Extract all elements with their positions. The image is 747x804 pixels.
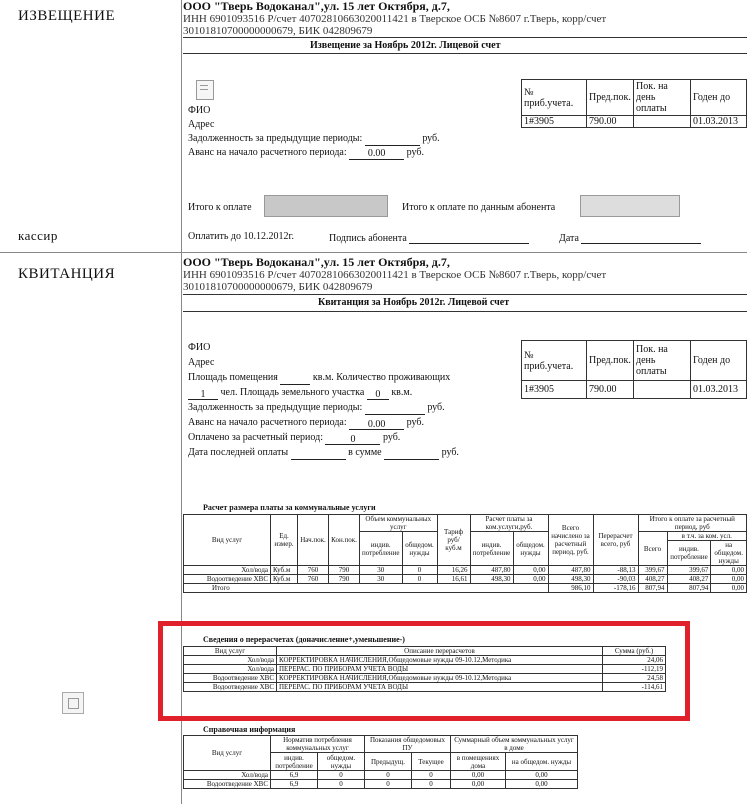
calc-title: Расчет размера платы за коммунальные услуги bbox=[203, 503, 376, 512]
notice-pay-by: Оплатить до 10.12.2012г. bbox=[188, 231, 294, 242]
receipt-area-label: Площадь помещения bbox=[188, 372, 278, 383]
receipt-residents-value: 1 bbox=[188, 387, 218, 400]
notice-date-label: Дата bbox=[559, 233, 579, 244]
table-total-row: Итого 986,10 -178,16 807,94 807,94 0,00 bbox=[184, 584, 747, 593]
notice-inn: ИНН 6901093516 Р/счет 40702810663020011421 в Тверское ОСБ №8607 г.Тверь, корр/счет bbox=[183, 13, 607, 25]
document-icon bbox=[196, 80, 214, 100]
receipt-last-payment-label: Дата последней оплаты bbox=[188, 447, 289, 458]
table-row: Хол/вода ПЕРЕРАС. ПО ПРИБОРАМ УЧЕТА ВОДЫ -112,19 bbox=[184, 665, 666, 674]
notice-debt-field bbox=[365, 133, 420, 146]
receipt-advance-label: Аванс на начало расчетного периода: bbox=[188, 417, 347, 428]
notice-total-box bbox=[264, 195, 388, 217]
notice-label: ИЗВЕЩЕНИЕ bbox=[18, 8, 116, 24]
notice-signature-label: Подпись абонента bbox=[329, 233, 407, 244]
receipt-advance-value: 0.00 bbox=[349, 417, 404, 430]
reference-table: Вид услуг Норматив потребления коммунальных услуг Показания общедомовых ПУ Суммарный объем коммунальных услуг в доме индив. потребление общедом. нужды Предыдущ. Текущее в помещениях дома на общедом. нужды Хол/вода 6,9 0 0 0 0,00 0,00 Водоотведение ХВС 6,9 0 0 0 0,00 0,00 bbox=[183, 735, 578, 789]
receipt-label: КВИТАНЦИЯ bbox=[18, 266, 116, 282]
notice-advance-label: Аванс на начало расчетного периода: bbox=[188, 147, 347, 158]
receipt-debt-label: Задолженность за предыдущие периоды: bbox=[188, 402, 363, 413]
table-row: Водоотведение ХВС 6,9 0 0 0 0,00 0,00 bbox=[184, 780, 578, 789]
notice-address: Адрес bbox=[188, 119, 215, 130]
notice-signature-line bbox=[409, 231, 529, 244]
notice-title: Извещение за Ноябрь 2012г. Лицевой счет bbox=[310, 40, 501, 51]
table-row: Водоотведение ХВС ПЕРЕРАС. ПО ПРИБОРАМ УЧЕТА ВОДЫ -114,61 bbox=[184, 683, 666, 692]
recalc-table: Вид услуг Описание перерасчетов Сумма (руб.) Хол/вода КОРРЕКТИРОВКА НАЧИСЛЕНИЯ,Общедомовые нужды 09-10.12,Методика 24,06 Хол/вода ПЕРЕРАС. ПО ПРИБОРАМ УЧЕТА ВОДЫ -112,19 Водоотведение ХВС КОРРЕКТИРОВКА НАЧИСЛЕНИЯ,Общедомовые нужды 09-10.12,Методика 24,58 Водоотведение ХВС ПЕРЕРАС. ПО ПРИБОРАМ УЧЕТА ВОДЫ -114,61 bbox=[183, 646, 666, 692]
receipt-address: Адрес bbox=[188, 357, 215, 368]
notice-debt-label: Задолженность за предыдущие периоды: bbox=[188, 133, 363, 144]
calc-table: Вид услуг Ед. измер. Нач.пок. Кон.пок. Объем коммунальных услуг Тариф руб/куб.м Расчет платы за ком.услуги,руб. Всего начислено за расчетный период, руб. Перерасчет всего, руб Итого к оплате за расчетный период, руб индив. потребление общедом. нужды индив. потребление общедом. нужды Всего в т.ч. за ком. усл. индив. потребление на общедом. нужды Хол/вода Куб.м 760 790 30 0 16,26 487,80 0,00 487,80 -88,13 399,67 399,67 0,00 Водоотведение ХВС Куб.м 760 790 30 0 16,61 498,30 0,00 498,30 -90,03 408,27 408,27 0,00 Итого 986,10 -178,16 807,94 807,94 0,00 bbox=[183, 514, 747, 593]
receipt-land-value: 0 bbox=[367, 387, 389, 400]
table-row: Водоотведение ХВС КОРРЕКТИРОВКА НАЧИСЛЕНИЯ,Общедомовые нужды 09-10.12,Методика 24,58 bbox=[184, 674, 666, 683]
table-row: Хол/вода 6,9 0 0 0 0,00 0,00 bbox=[184, 771, 578, 780]
receipt-title: Квитанция за Ноябрь 2012г. Лицевой счет bbox=[318, 297, 510, 308]
recalc-title: Сведения о перерасчетах (доначисление+,уменьшение-) bbox=[203, 635, 405, 644]
notice-fio: ФИО bbox=[188, 105, 211, 116]
notice-subscriber-total-input[interactable] bbox=[580, 195, 680, 217]
image-placeholder-icon bbox=[62, 692, 84, 714]
receipt-land-label: Площадь земельного участка bbox=[239, 387, 365, 398]
notice-date-line bbox=[581, 231, 701, 244]
table-row: Хол/вода КОРРЕКТИРОВКА НАЧИСЛЕНИЯ,Общедомовые нужды 09-10.12,Методика 24,06 bbox=[184, 656, 666, 665]
cashier-label: кассир bbox=[18, 228, 58, 243]
notice-total-subscriber-label: Итого к оплате по данным абонента bbox=[402, 202, 556, 213]
section-divider bbox=[0, 252, 747, 253]
notice-meter-table: № приб.учета. Пред.пок. Пок. на день оплаты Годен до 1#3905 790.00 01.03.2013 bbox=[521, 79, 747, 128]
receipt-fio: ФИО bbox=[188, 342, 211, 353]
receipt-paid-value: 0 bbox=[325, 432, 380, 445]
notice-account: 30101810700000000679, БИК 042809679 bbox=[183, 25, 373, 37]
receipt-company: ООО "Тверь Водоканал",ул. 15 лет Октября, д.7, bbox=[183, 255, 450, 269]
receipt-meter-table: № приб.учета. Пред.пок. Пок. на день оплаты Годен до 1#3905 790.00 01.03.2013 bbox=[521, 340, 747, 399]
table-row: Хол/вода Куб.м 760 790 30 0 16,26 487,80 0,00 487,80 -88,13 399,67 399,67 0,00 bbox=[184, 566, 747, 575]
receipt-paid-label: Оплачено за расчетный период: bbox=[188, 432, 323, 443]
notice-company: ООО "Тверь Водоканал",ул. 15 лет Октября, д.7, bbox=[183, 0, 450, 13]
notice-total-label: Итого к оплате bbox=[188, 202, 252, 213]
receipt-residents-label: Количество проживающих bbox=[336, 372, 451, 383]
table-row: Водоотведение ХВС Куб.м 760 790 30 0 16,61 498,30 0,00 498,30 -90,03 408,27 408,27 0,00 bbox=[184, 575, 747, 584]
receipt-inn: ИНН 6901093516 Р/счет 40702810663020011421 в Тверское ОСБ №8607 г.Тверь, корр/счет bbox=[183, 269, 607, 281]
receipt-account: 30101810700000000679, БИК 042809679 bbox=[183, 281, 373, 293]
reference-title: Справочная информация bbox=[203, 725, 296, 734]
notice-advance-value: 0.00 bbox=[349, 147, 404, 160]
